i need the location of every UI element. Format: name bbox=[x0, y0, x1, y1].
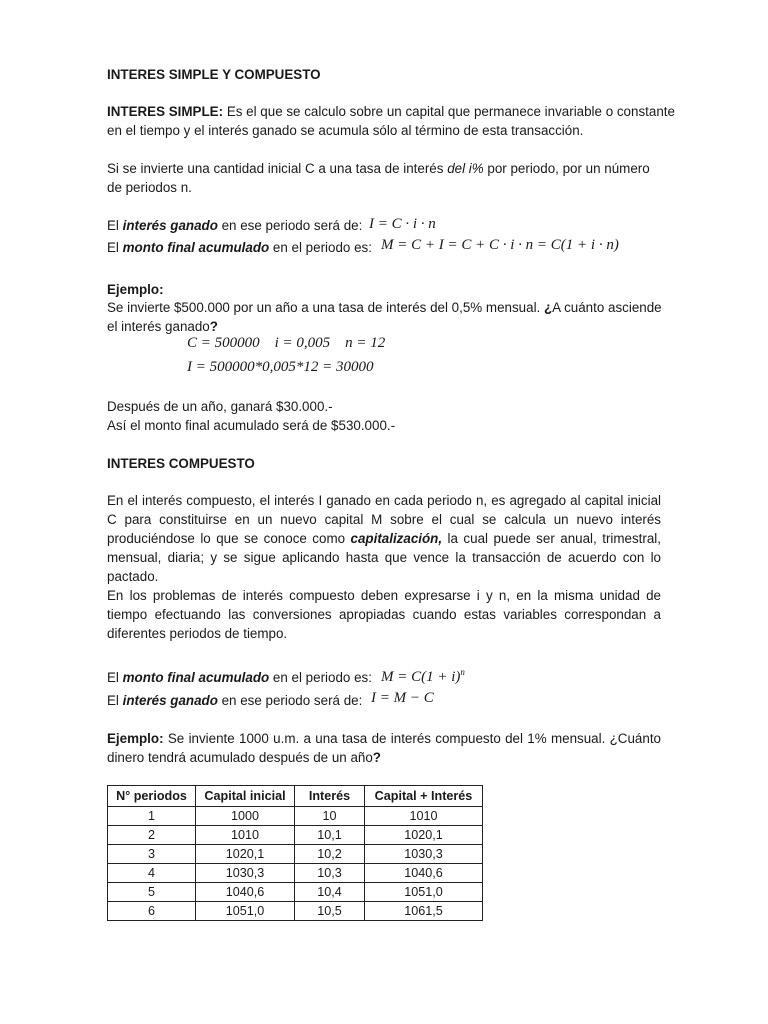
simple-label: INTERES SIMPLE: bbox=[107, 104, 224, 119]
table-cell: 10,1 bbox=[295, 826, 365, 845]
table-header-row bbox=[108, 786, 483, 807]
header-interes: Interés bbox=[295, 786, 365, 807]
simple-interes-formula: I = C · i · n bbox=[369, 216, 436, 232]
compuesto-interes-ganado: El interés ganado en ese periodo será de: bbox=[107, 693, 363, 708]
table-cell: 1000 bbox=[196, 807, 295, 826]
compuesto-monto-formula: $M = C(1 + i)^n$ bbox=[381, 667, 465, 685]
table-row bbox=[108, 902, 483, 921]
compound-interest-table bbox=[107, 785, 483, 921]
table-cell: 1051,0 bbox=[365, 883, 483, 902]
simple-monto-formula: M = C + I = C + C · i · n = C(1 + i · n) bbox=[381, 237, 619, 253]
table-cell: 1010 bbox=[365, 807, 483, 826]
header-capital-interes: Capital + Interés bbox=[365, 786, 483, 807]
compuesto-interes-formula: I = M − C bbox=[371, 690, 434, 706]
header-capital-inicial: Capital inicial bbox=[196, 786, 295, 807]
table-row bbox=[108, 864, 483, 883]
table-cell: 1061,5 bbox=[365, 902, 483, 921]
table-cell: 1020,1 bbox=[196, 845, 295, 864]
table-cell: 10,2 bbox=[295, 845, 365, 864]
compuesto-paragraph2: En los problemas de interés compuesto deben expresarse i y n, en la misma unidad de tiempo efectuando las conversiones apropiadas cuando estas variables correspondan a diferentes periodos de tiempo. bbox=[107, 588, 661, 641]
simple-example-label: Ejemplo: bbox=[107, 282, 164, 297]
simple-monto-final: El monto final acumulado en el periodo es: bbox=[107, 240, 372, 255]
table-cell: 1040,6 bbox=[365, 864, 483, 883]
simple-definition-line1: INTERES SIMPLE: Es el que se calculo sobre un capital que permanece invariable o constante bbox=[107, 104, 675, 119]
table-cell: 10 bbox=[295, 807, 365, 826]
simple-paragraph-line1: Si se invierte una cantidad inicial C a una tasa de interés del i% por periodo, por un número bbox=[107, 161, 650, 176]
table-cell: 3 bbox=[108, 845, 196, 864]
table-cell: 1040,6 bbox=[196, 883, 295, 902]
simple-paragraph-line2: de periodos n. bbox=[107, 180, 192, 195]
simple-example-line1: Se invierte $500.000 por un año a una tasa de interés del 0,5% mensual. ¿A cuánto asciende bbox=[107, 300, 662, 315]
table-row bbox=[108, 883, 483, 902]
table-cell: 2 bbox=[108, 826, 196, 845]
table-cell: 1 bbox=[108, 807, 196, 826]
simple-example-line2: el interés ganado? bbox=[107, 319, 218, 334]
compuesto-heading: INTERES COMPUESTO bbox=[107, 456, 255, 471]
table-cell: 1030,3 bbox=[196, 864, 295, 883]
compuesto-monto-final: El monto final acumulado en el periodo es: bbox=[107, 670, 372, 685]
table-cell: 10,4 bbox=[295, 883, 365, 902]
table-row bbox=[108, 845, 483, 864]
simple-example-variables: C = 500000 i = 0,005 n = 12 bbox=[187, 335, 386, 351]
simple-interes-ganado: El interés ganado en ese periodo será de: bbox=[107, 218, 363, 233]
table-cell: 10,3 bbox=[295, 864, 365, 883]
header-periodos: N° periodos bbox=[108, 786, 196, 807]
simple-example-calculation: I = 500000*0,005*12 = 30000 bbox=[187, 359, 374, 375]
table-row bbox=[108, 807, 483, 826]
table-cell: 1010 bbox=[196, 826, 295, 845]
table-cell: 10,5 bbox=[295, 902, 365, 921]
table-cell: 5 bbox=[108, 883, 196, 902]
table-cell: 1051,0 bbox=[196, 902, 295, 921]
simple-result-line2: Así el monto final acumulado será de $530.000.- bbox=[107, 418, 396, 433]
table-cell: 1030,3 bbox=[365, 845, 483, 864]
document-title: INTERES SIMPLE Y COMPUESTO bbox=[107, 67, 321, 82]
table-cell: 4 bbox=[108, 864, 196, 883]
compuesto-paragraph1: En el interés compuesto, el interés I ganado en cada periodo n, es agregado al capital inicial C para constituirse en un nuevo capital M sobre el cual se calcula un nuevo interés produciéndose lo que se conoce como capitalización, la cual puede ser anual, trimestral, mensual, diaria; y se sigue aplicando hasta que vence la transacción de acuerdo con lo pactado. bbox=[107, 493, 661, 584]
compuesto-example: Ejemplo: Se inviente 1000 u.m. a una tasa de interés compuesto del 1% mensual. ¿Cuánto dinero tendrá acumulado después de un año? bbox=[107, 731, 661, 765]
table-cell: 1020,1 bbox=[365, 826, 483, 845]
simple-result-line1: Después de un año, ganará $30.000.- bbox=[107, 399, 333, 414]
simple-definition-line2: en el tiempo y el interés ganado se acumula sólo al término de esta transacción. bbox=[107, 123, 584, 138]
table-row bbox=[108, 826, 483, 845]
table-cell: 6 bbox=[108, 902, 196, 921]
